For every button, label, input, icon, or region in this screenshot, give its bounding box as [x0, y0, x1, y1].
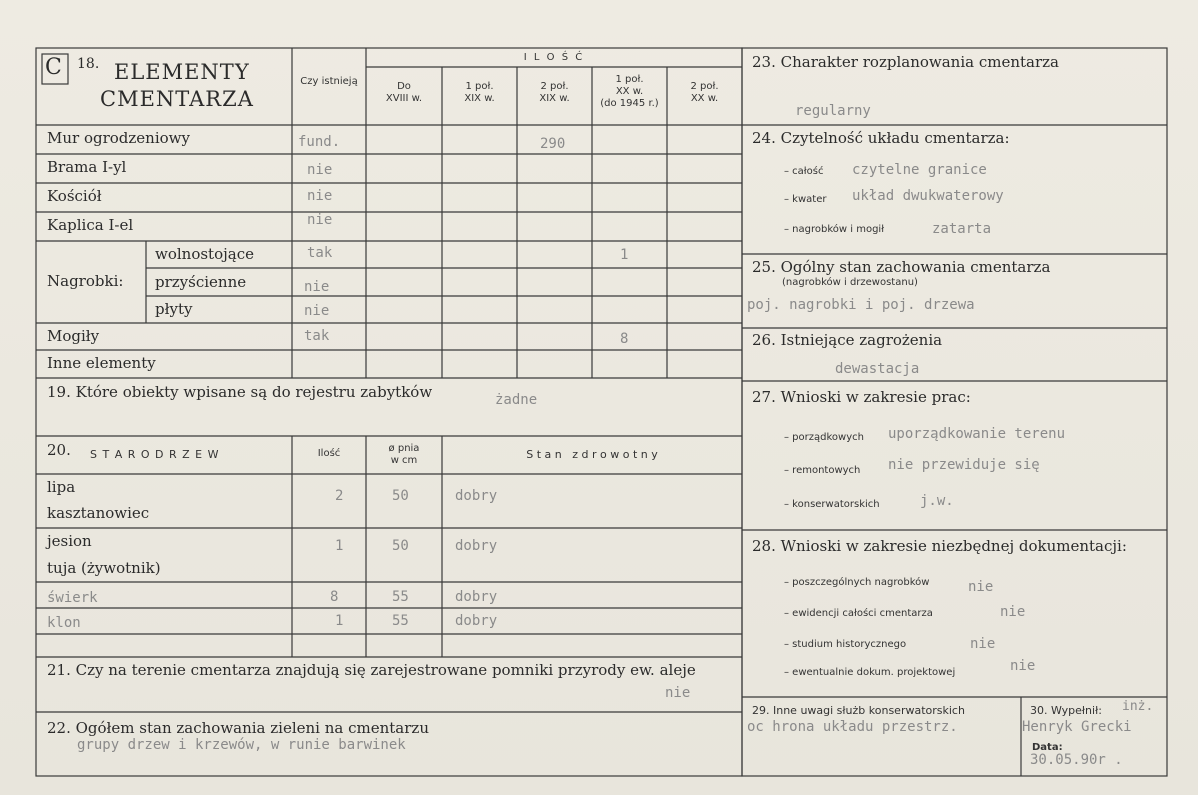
section-letter: C [45, 55, 63, 80]
row-label-slabs: płyty [155, 300, 193, 318]
section-28-item-value: nie [1010, 658, 1036, 674]
tree-name: tuja (żywotnik) [47, 559, 161, 577]
tree-diameter: 55 [392, 613, 409, 629]
row-label-wall-mounted: przyścienne [155, 273, 247, 291]
section-26-label: 26. Istniejące zagrożenia [752, 331, 943, 349]
tree-name: lipa [47, 478, 76, 496]
section-23-value: regularny [795, 103, 871, 119]
section-28-item-label: – ewentualnie dokum. projektowej [784, 667, 956, 678]
section-21-label: 21. Czy na terenie cmentarza znajdują się zarejestrowane pomniki przyrody ew. aleje [47, 661, 696, 679]
section-19-value: żadne [495, 392, 538, 408]
trees-col-diameter-unit: w cm [390, 455, 418, 466]
section-30-label: 30. Wypełnił: [1030, 704, 1102, 717]
section-27-item-label: – remontowych [784, 465, 861, 476]
row-exists-gate: nie [307, 162, 333, 178]
row-label-church: Kościół [47, 187, 102, 205]
section-22-value: grupy drzew i krzewów, w runie barwinek [77, 737, 406, 753]
tree-qty: 8 [330, 589, 339, 605]
section-23-label: 23. Charakter rozplanowania cmentarza [752, 53, 1059, 71]
row-exists-graves: tak [304, 328, 330, 344]
tree-state: dobry [455, 613, 498, 629]
section-28-label: 28. Wnioski w zakresie niezbędnej dokumentacji: [752, 537, 1127, 555]
section-24-item-label: – nagrobków i mogił [784, 224, 885, 235]
section-30-title-value: inż. [1122, 699, 1154, 714]
trees-col-diameter: ø pnia [388, 443, 420, 454]
tree-name: jesion [47, 532, 92, 550]
section-27-item-label: – porządkowych [784, 432, 864, 443]
row-exists-freestanding: tak [307, 245, 333, 261]
section-20-number: 20. [47, 441, 71, 459]
row-exists-wall-mounted: nie [304, 279, 330, 295]
section-24-item-label: – kwater [784, 194, 827, 205]
section-27-item-value: j.w. [920, 493, 954, 509]
section-24-label: 24. Czytelność układu cmentarza: [752, 129, 1010, 147]
period-l1: 1 poł. [465, 81, 494, 92]
section-22-label: 22. Ogółem stan zachowania zieleni na cmentarzu [47, 719, 429, 737]
section-26-value: dewastacja [835, 361, 920, 377]
row-label-gate: Brama I-yl [47, 158, 127, 176]
tree-name: klon [47, 615, 81, 631]
section-24-item-value: układ dwukwaterowy [852, 188, 1004, 204]
period-l1: Do [397, 81, 411, 92]
section-28-item-value: nie [970, 636, 996, 652]
section-19-label: 19. Które obiekty wpisane są do rejestru zabytków [47, 383, 433, 401]
trees-col-qty: Ilość [317, 448, 341, 459]
section-27-item-value: nie przewiduje się [888, 457, 1040, 473]
section-30-date-value: 30.05.90r . [1030, 752, 1123, 768]
row-label-wall: Mur ogrodzeniowy [47, 129, 190, 147]
row-label-freestanding: wolnostojące [155, 245, 254, 263]
section-24-item-value: czytelne granice [852, 162, 987, 178]
tree-name: kasztanowiec [47, 504, 150, 522]
row-exists-chapel: nie [307, 212, 333, 228]
section-27-item-value: uporządkowanie terenu [888, 426, 1066, 442]
row-exists-church: nie [307, 188, 333, 204]
period-l2: XX w. [690, 93, 719, 104]
section-29-label: 29. Inne uwagi służb konserwatorskich [752, 704, 965, 717]
section-25-sublabel: (nagrobków i drzewostanu) [782, 277, 918, 288]
section-24-item-value: zatarta [932, 221, 992, 237]
tree-qty: 2 [335, 488, 344, 504]
section-28-item-value: nie [1000, 604, 1026, 620]
section-18-title-line2: CMENTARZA [100, 87, 254, 111]
tree-state: dobry [455, 589, 498, 605]
section-28-item-label: – poszczególnych nagrobków [784, 577, 930, 588]
row-exists-wall: fund. [298, 134, 341, 150]
row-exists-slabs: nie [304, 303, 330, 319]
row-label-chapel: Kaplica I-el [47, 216, 134, 234]
section-25-label: 25. Ogólny stan zachowania cmentarza [752, 258, 1051, 276]
period-l1: 2 poł. [540, 81, 569, 92]
section-21-value: nie [665, 685, 691, 701]
section-29-value: oc hrona układu przestrz. [747, 719, 958, 735]
section-27-label: 27. Wnioski w zakresie prac: [752, 388, 971, 406]
section-27-item-label: – konserwatorskich [784, 499, 880, 510]
tree-state: dobry [455, 488, 498, 504]
section-25-value: poj. nagrobki i poj. drzewa [747, 297, 975, 313]
tree-name: świerk [47, 590, 98, 606]
period-l2: XX w. [615, 86, 644, 97]
tree-qty: 1 [335, 538, 344, 554]
row-value-freestanding: 1 [620, 247, 629, 263]
section-28-item-value: nie [968, 579, 994, 595]
tree-diameter: 50 [392, 488, 409, 504]
section-18-number: 18. [77, 56, 100, 72]
row-value-graves: 8 [620, 331, 629, 347]
row-label-tombstones: Nagrobki: [47, 272, 124, 290]
tree-qty: 1 [335, 613, 344, 629]
row-label-graves: Mogiły [47, 327, 100, 345]
period-l2: XVIII w. [385, 93, 423, 104]
period-l2: XIX w. [539, 93, 570, 104]
column-header-quantity: I L O Ś Ć [523, 52, 585, 63]
tree-state: dobry [455, 538, 498, 554]
row-label-other: Inne elementy [47, 354, 156, 372]
section-20-title: S T A R O D R Z E W [90, 448, 220, 461]
section-28-item-label: – ewidencji całości cmentarza [784, 608, 933, 619]
section-28-item-label: – studium historycznego [784, 639, 907, 650]
period-l1: 1 poł. [615, 74, 644, 85]
column-header-exists: Czy istnieją [300, 76, 358, 87]
period-l1: 2 poł. [690, 81, 719, 92]
section-24-item-label: – całość [784, 166, 824, 177]
period-l2: XIX w. [464, 93, 495, 104]
tree-diameter: 55 [392, 589, 409, 605]
section-30-value: Henryk Grecki [1022, 719, 1132, 735]
row-value-wall: 290 [540, 136, 566, 152]
section-18-title-line1: ELEMENTY [114, 60, 250, 84]
section-30-date-label: Data: [1032, 742, 1063, 753]
tree-diameter: 50 [392, 538, 409, 554]
trees-col-state: S t a n z d r o w o t n y [526, 448, 658, 461]
period-l3: (do 1945 r.) [600, 98, 659, 109]
